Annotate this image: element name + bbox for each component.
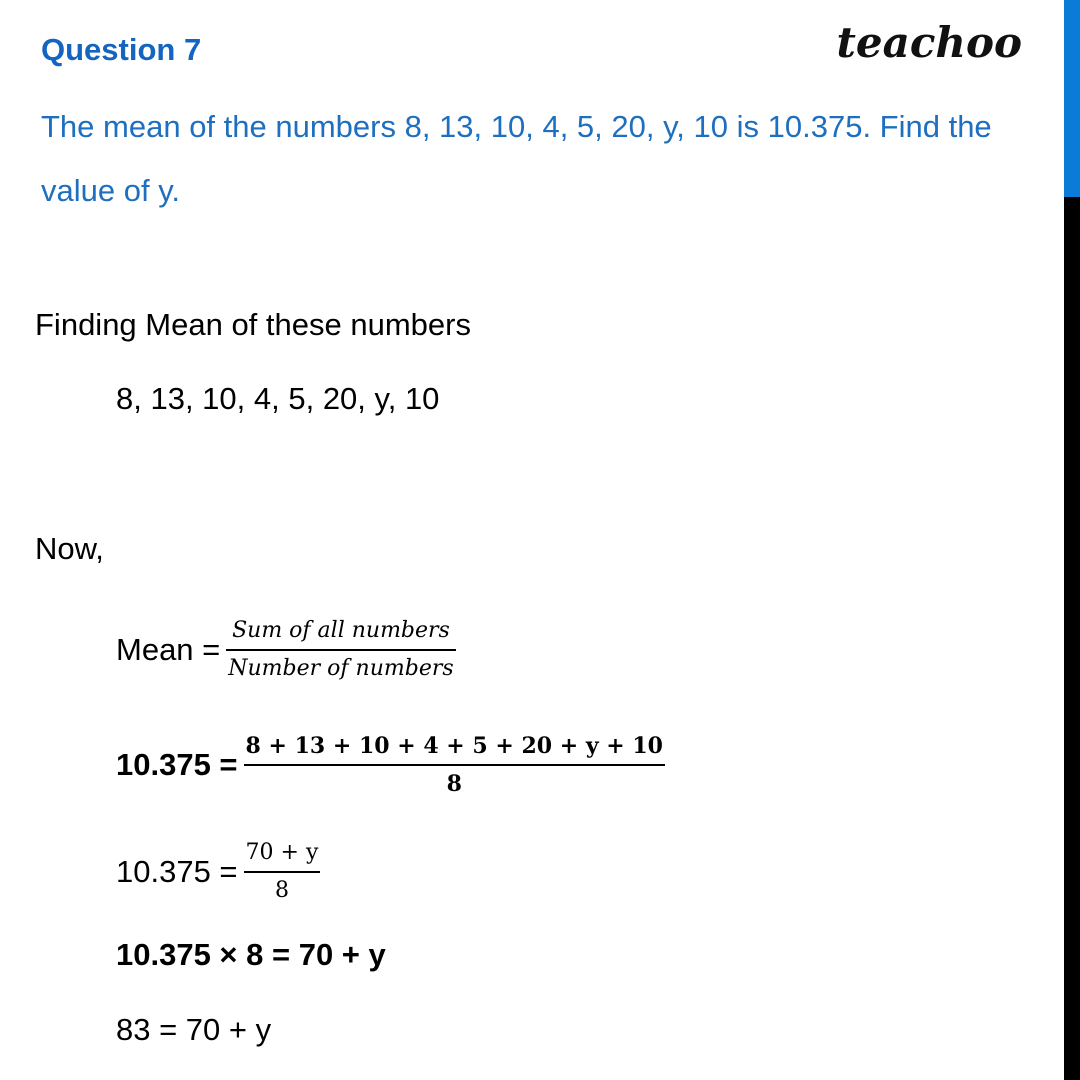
scrollbar-thumb[interactable] (1064, 0, 1080, 197)
mean-fraction (226, 613, 455, 687)
scrollbar[interactable] (1064, 0, 1080, 1080)
substitution-lhs: 10.375 = (116, 747, 238, 782)
simplified-numerator: 70 + y (245, 840, 319, 865)
now-label: Now, (35, 531, 104, 566)
result-step: 83 = 70 + y (116, 1012, 272, 1047)
substitution-numerator: 8 + 13 + 10 + 4 + 5 + 20 + y + 10 (245, 733, 663, 759)
substitution-fraction (244, 728, 665, 802)
multiplication-step: 10.375 × 8 = 70 + y (116, 937, 386, 972)
number-list: 8, 13, 10, 4, 5, 20, y, 10 (116, 381, 440, 416)
question-title: Question 7 (41, 32, 202, 67)
mean-denominator: Number of numbers (228, 656, 454, 681)
simplified-denominator: 8 (274, 878, 289, 903)
mean-numerator: Sum of all numbers (232, 618, 450, 643)
mean-lhs: Mean = (116, 632, 221, 667)
substitution-equation (116, 728, 665, 802)
simplified-lhs: 10.375 = (116, 854, 238, 889)
solution-intro: Finding Mean of these numbers (35, 307, 471, 342)
question-text: The mean of the numbers 8, 13, 10, 4, 5, 20, y, 10 is 10.375. Find the value of y. (41, 109, 992, 208)
simplified-fraction (244, 835, 321, 909)
simplified-equation (116, 835, 320, 909)
teachoo-logo[interactable]: teachoo (836, 18, 1022, 67)
substitution-denominator: 8 (446, 771, 462, 797)
mean-formula (116, 613, 456, 687)
